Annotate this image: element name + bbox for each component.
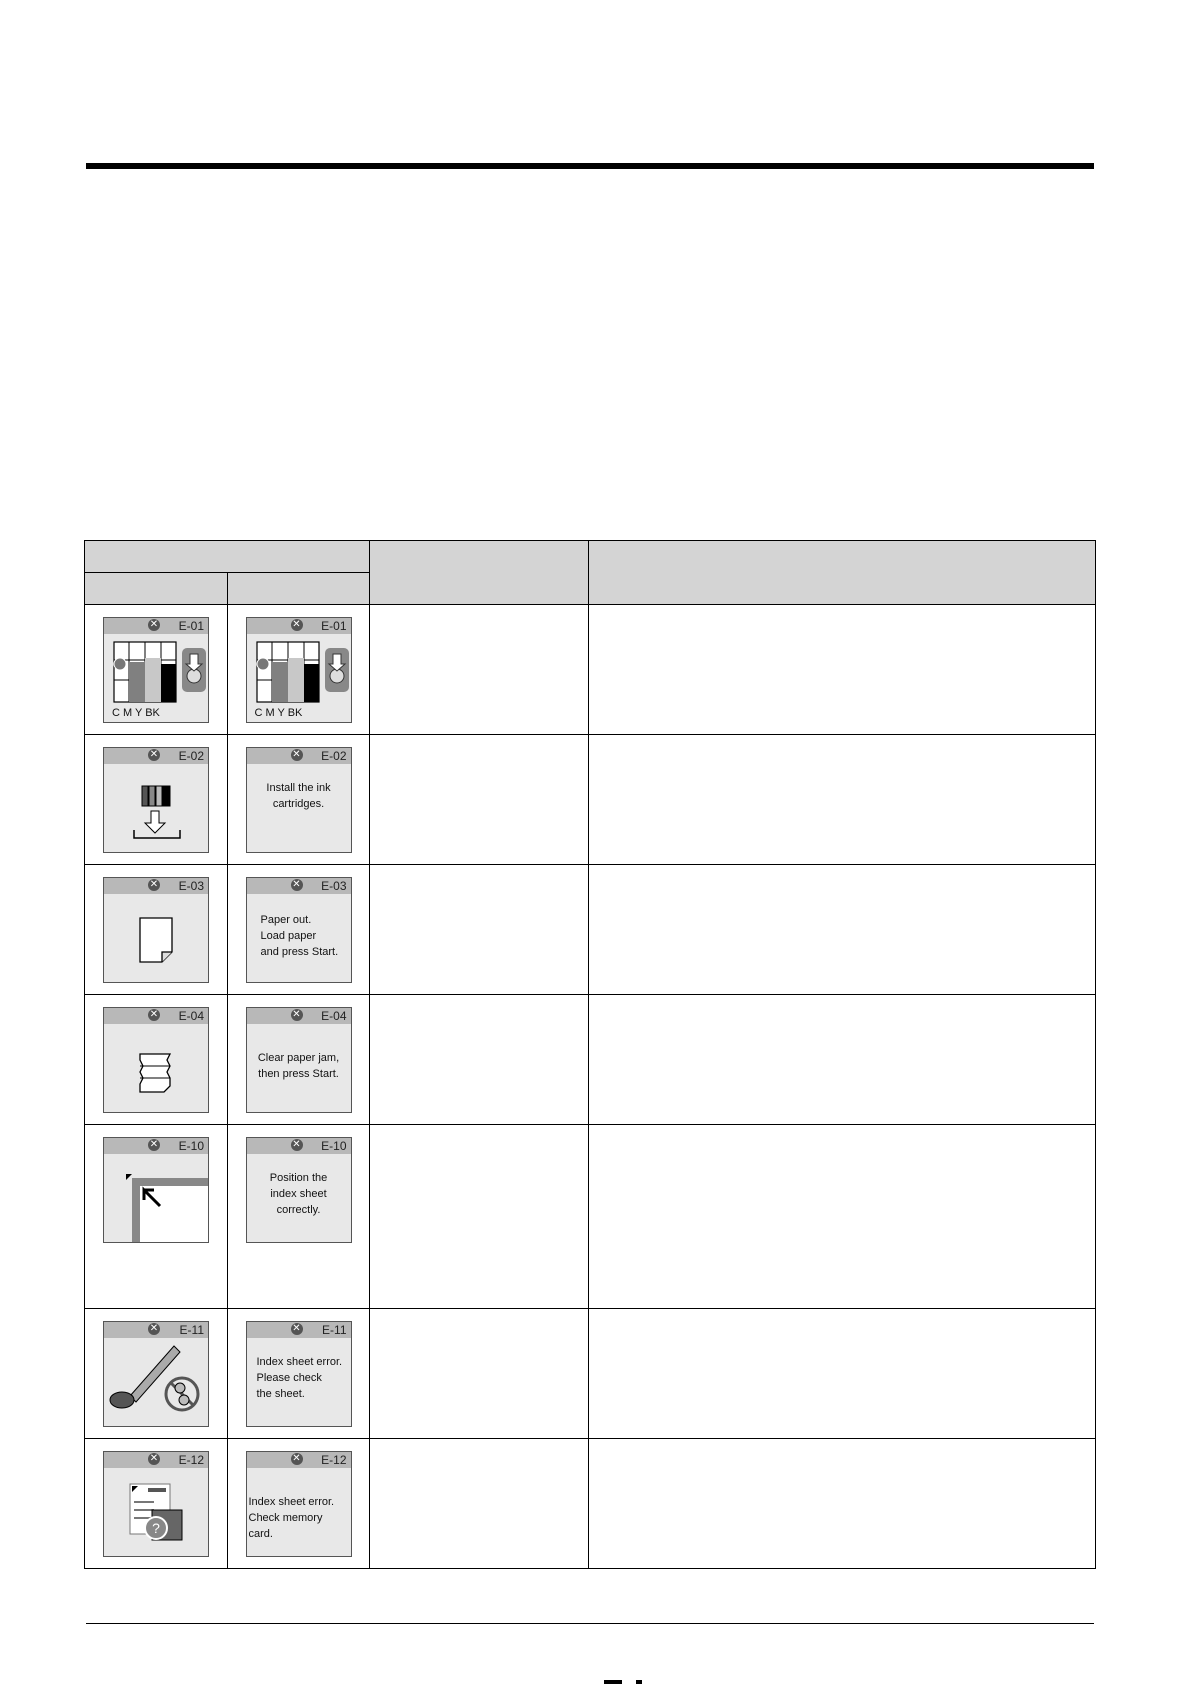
table-row (85, 605, 1096, 735)
paper-jam-icon (104, 1024, 209, 1113)
footer-mark (604, 1680, 622, 1684)
ink-color-labels: C M Y BK (254, 707, 303, 719)
error-code: E-01 (321, 619, 347, 633)
description-cell (370, 1125, 589, 1309)
error-x-icon: ✕ (149, 879, 159, 890)
install-cartridge-icon (104, 764, 209, 853)
index-sheet-marking-icon (104, 1338, 209, 1427)
top-rule (86, 163, 1094, 169)
text-screen-cell (228, 865, 370, 995)
error-x-icon: ✕ (149, 1139, 159, 1150)
error-code: E-11 (322, 1323, 347, 1337)
icon-screen-cell (85, 995, 228, 1125)
lcd-message: Position the index sheet correctly. (269, 1172, 328, 1216)
icon-screen-cell (85, 1125, 228, 1309)
error-code: E-04 (321, 1009, 347, 1023)
description-cell (370, 735, 589, 865)
lcd-message: Index sheet error. Please check the sheet. (256, 1356, 343, 1400)
table-row (85, 1309, 1096, 1439)
lcd-screen-e02-text (246, 747, 352, 853)
lcd-message: Paper out. Load paper and press Start. (260, 914, 339, 958)
error-code: E-04 (178, 1009, 204, 1023)
solution-cell (589, 1125, 1096, 1309)
memory-card-question-icon (104, 1468, 209, 1557)
solution-cell (589, 735, 1096, 865)
error-x-icon: ✕ (292, 749, 301, 760)
text-screen-cell (228, 1309, 370, 1439)
svg-text:?: ? (152, 1520, 160, 1536)
error-code: E-11 (179, 1323, 204, 1337)
table-row (85, 1125, 1096, 1309)
lcd-screen-e01-text (246, 617, 352, 723)
error-code: E-01 (178, 619, 204, 633)
text-screen-cell (228, 735, 370, 865)
header-column-3 (370, 541, 589, 605)
error-code: E-03 (321, 879, 347, 893)
error-x-icon: ✕ (292, 879, 301, 890)
text-screen-cell (228, 605, 370, 735)
icon-screen-cell (85, 1439, 228, 1569)
error-x-icon: ✕ (292, 1323, 301, 1334)
description-cell (370, 865, 589, 995)
error-x-icon: ✕ (292, 1453, 301, 1464)
description-cell (370, 1309, 589, 1439)
description-cell (370, 995, 589, 1125)
description-cell (370, 1439, 589, 1569)
lcd-screen-e03-icon (103, 877, 209, 983)
lcd-screen-e03-text (246, 877, 352, 983)
solution-cell (589, 1439, 1096, 1569)
error-code: E-02 (178, 749, 204, 763)
solution-cell (589, 605, 1096, 735)
lcd-message: Clear paper jam, then press Start. (257, 1052, 340, 1080)
lcd-screen-e02-icon (103, 747, 209, 853)
text-screen-cell (228, 995, 370, 1125)
lcd-screen-e11-text (246, 1321, 352, 1427)
header-lcd-screens (85, 541, 370, 573)
lcd-screen-e11-icon (103, 1321, 209, 1427)
solution-cell (589, 995, 1096, 1125)
icon-screen-cell (85, 1309, 228, 1439)
lcd-screen-e10-icon (103, 1137, 209, 1243)
paper-out-icon (104, 894, 209, 983)
lcd-message: Index sheet error. Check memory card. (248, 1496, 335, 1540)
error-x-icon: ✕ (292, 1009, 301, 1020)
table-row (85, 735, 1096, 865)
error-code: E-10 (178, 1139, 204, 1153)
error-x-icon: ✕ (149, 749, 159, 760)
table-row (85, 865, 1096, 995)
solution-cell (589, 1309, 1096, 1439)
text-screen-cell (228, 1125, 370, 1309)
footer-mark (636, 1680, 642, 1684)
lcd-message: Install the ink cartridges. (266, 782, 331, 810)
error-code-table (84, 540, 1096, 1569)
description-cell (370, 605, 589, 735)
error-code: E-03 (178, 879, 204, 893)
lcd-screen-e04-icon (103, 1007, 209, 1113)
error-x-icon: ✕ (149, 1009, 159, 1020)
error-x-icon: ✕ (149, 1323, 159, 1334)
header-column-4 (589, 541, 1096, 605)
icon-screen-cell (85, 605, 228, 735)
table-row (85, 995, 1096, 1125)
text-screen-cell (228, 1439, 370, 1569)
error-code: E-02 (321, 749, 347, 763)
lcd-screen-e12-text (246, 1451, 352, 1557)
index-sheet-position-icon (104, 1154, 209, 1243)
footer-rule (86, 1623, 1094, 1624)
header-text-screen (228, 573, 370, 605)
header-row-1 (85, 541, 1096, 573)
error-code: E-12 (321, 1453, 347, 1467)
error-code: E-10 (321, 1139, 347, 1153)
table-row (85, 1439, 1096, 1569)
solution-cell (589, 865, 1096, 995)
lcd-screen-e01-icon (103, 617, 209, 723)
error-x-icon: ✕ (149, 619, 159, 630)
lcd-screen-e04-text (246, 1007, 352, 1113)
header-icon-screen (85, 573, 228, 605)
error-x-icon: ✕ (292, 1139, 301, 1150)
lcd-screen-e12-icon (103, 1451, 209, 1557)
ink-color-labels: C M Y BK (112, 707, 160, 719)
icon-screen-cell (85, 735, 228, 865)
error-x-icon: ✕ (292, 619, 301, 630)
error-code: E-12 (178, 1453, 204, 1467)
icon-screen-cell (85, 865, 228, 995)
error-x-icon: ✕ (149, 1453, 159, 1464)
lcd-screen-e10-text (246, 1137, 352, 1243)
